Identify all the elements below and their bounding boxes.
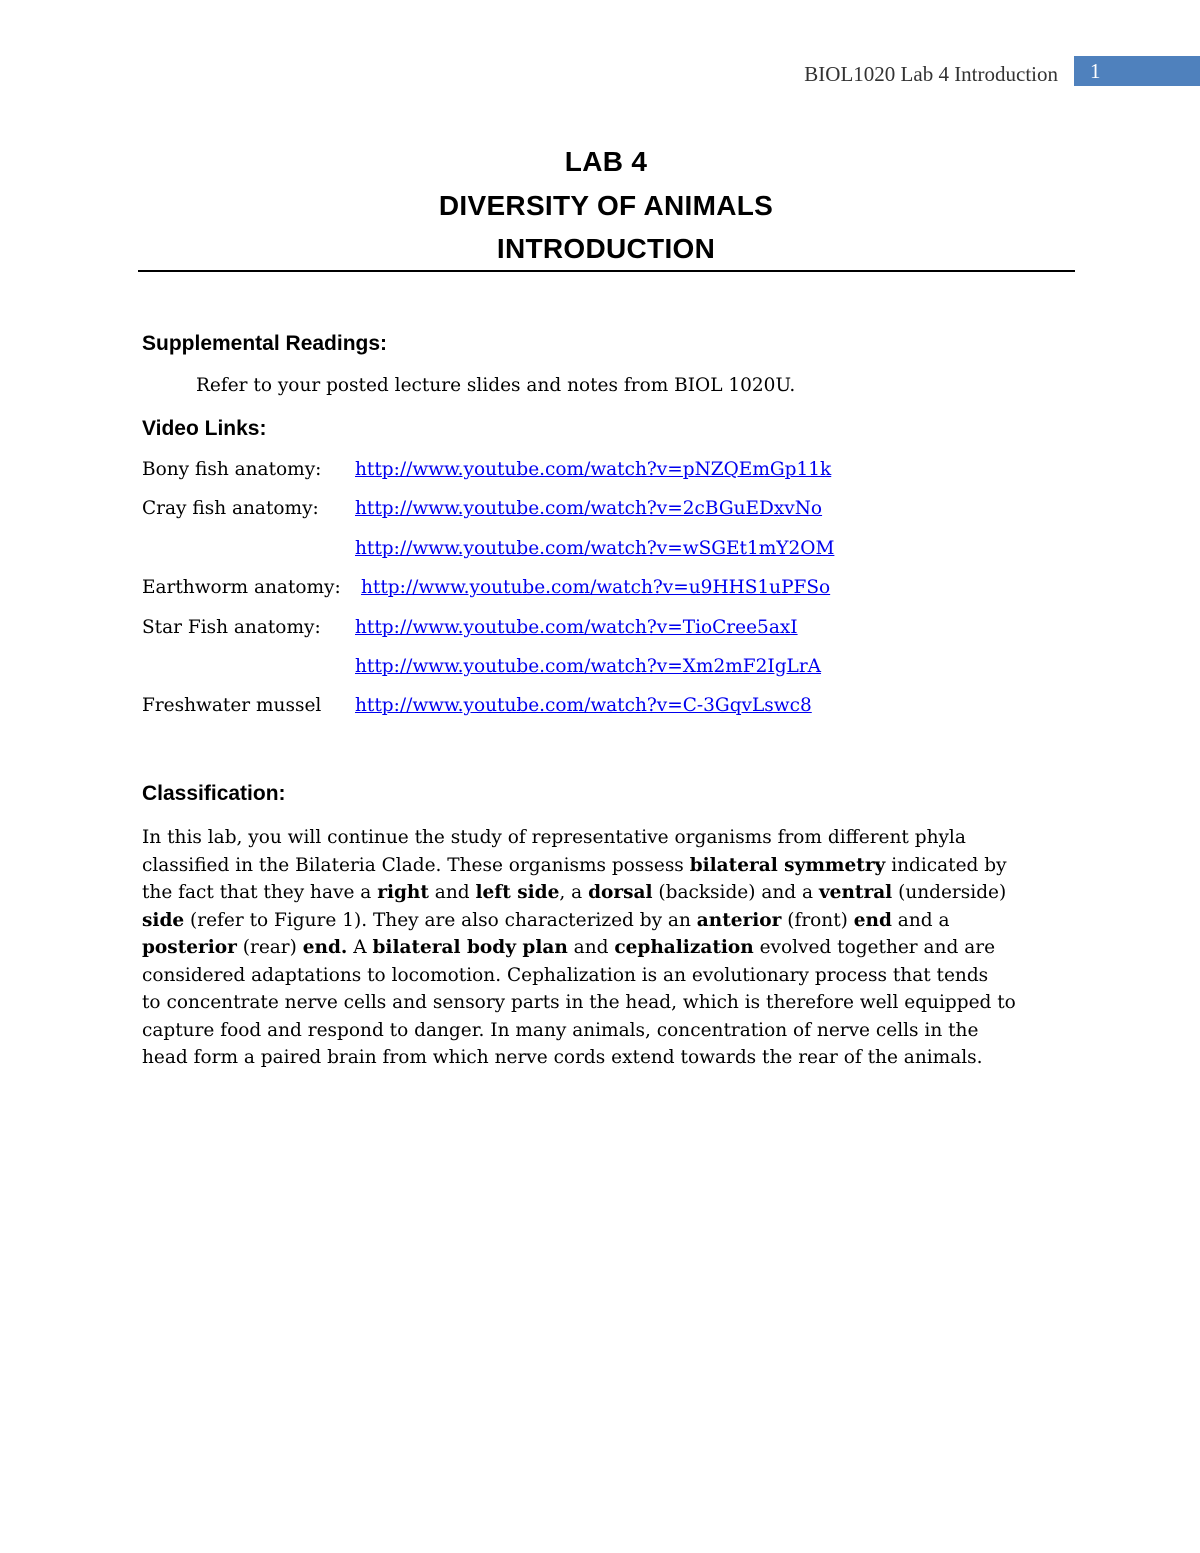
video-links-heading: Video Links: — [142, 417, 267, 440]
paragraph-line: the fact that they have a right and left side, a dorsal (backside) and a ventral (underside) — [142, 882, 1007, 903]
video-link-bony-fish[interactable]: http://www.youtube.com/watch?v=pNZQEmGp11k — [355, 459, 832, 480]
paragraph-line: classified in the Bilateria Clade. These organisms possess bilateral symmetry indicated by — [142, 854, 1007, 876]
video-link-star-fish-2[interactable]: http://www.youtube.com/watch?v=Xm2mF2IgLrA — [355, 656, 822, 677]
running-header: BIOL1020 Lab 4 Introduction — [804, 62, 1058, 86]
video-link-cray-fish-1[interactable]: http://www.youtube.com/watch?v=2cBGuEDxvNo — [355, 498, 823, 519]
video-link-earthworm[interactable]: http://www.youtube.com/watch?v=u9HHS1uPFSo — [361, 577, 831, 598]
page-number-badge: 1 — [1074, 56, 1200, 86]
video-link-freshwater-mussel[interactable]: http://www.youtube.com/watch?v=C-3GqvLswc8 — [355, 695, 812, 716]
paragraph-line: side (refer to Figure 1). They are also characterized by an anterior (front) end and a — [142, 909, 950, 931]
supplemental-text: Refer to your posted lecture slides and notes from BIOL 1020U. — [196, 375, 796, 396]
paragraph-line: considered adaptations to locomotion. Cephalization is an evolutionary process that tends — [142, 964, 989, 986]
paragraph-line: to concentrate nerve cells and sensory parts in the head, which is therefore well equipped to — [142, 992, 1016, 1013]
video-label-star-fish: Star Fish anatomy: — [142, 617, 321, 638]
classification-heading: Classification: — [142, 782, 286, 805]
classification-paragraph — [142, 824, 1082, 1072]
title-line-2: DIVERSITY OF ANIMALS — [438, 190, 774, 221]
title-divider — [138, 270, 1075, 272]
paragraph-line: posterior (rear) end. A bilateral body plan and cephalization evolved together and are — [142, 937, 996, 958]
paragraph-line: capture food and respond to danger. In many animals, concentration of nerve cells in the — [142, 1019, 979, 1041]
title-line-3: INTRODUCTION — [496, 233, 716, 264]
video-link-star-fish-1[interactable]: http://www.youtube.com/watch?v=TioCree5axI — [355, 617, 798, 638]
video-link-cray-fish-2[interactable]: http://www.youtube.com/watch?v=wSGEt1mY2OM — [355, 538, 835, 559]
title-line-1: LAB 4 — [564, 146, 648, 177]
video-label-cray-fish: Cray fish anatomy: — [142, 498, 319, 519]
paragraph-line: head form a paired brain from which nerve cords extend towards the rear of the animals. — [142, 1047, 983, 1068]
video-label-earthworm: Earthworm anatomy: — [142, 577, 341, 598]
supplemental-heading: Supplemental Readings: — [142, 332, 388, 355]
paragraph-line: In this lab, you will continue the study of representative organisms from different phyla — [142, 827, 966, 848]
video-label-bony-fish: Bony fish anatomy: — [142, 459, 322, 480]
video-label-freshwater-mussel: Freshwater mussel — [142, 695, 322, 716]
